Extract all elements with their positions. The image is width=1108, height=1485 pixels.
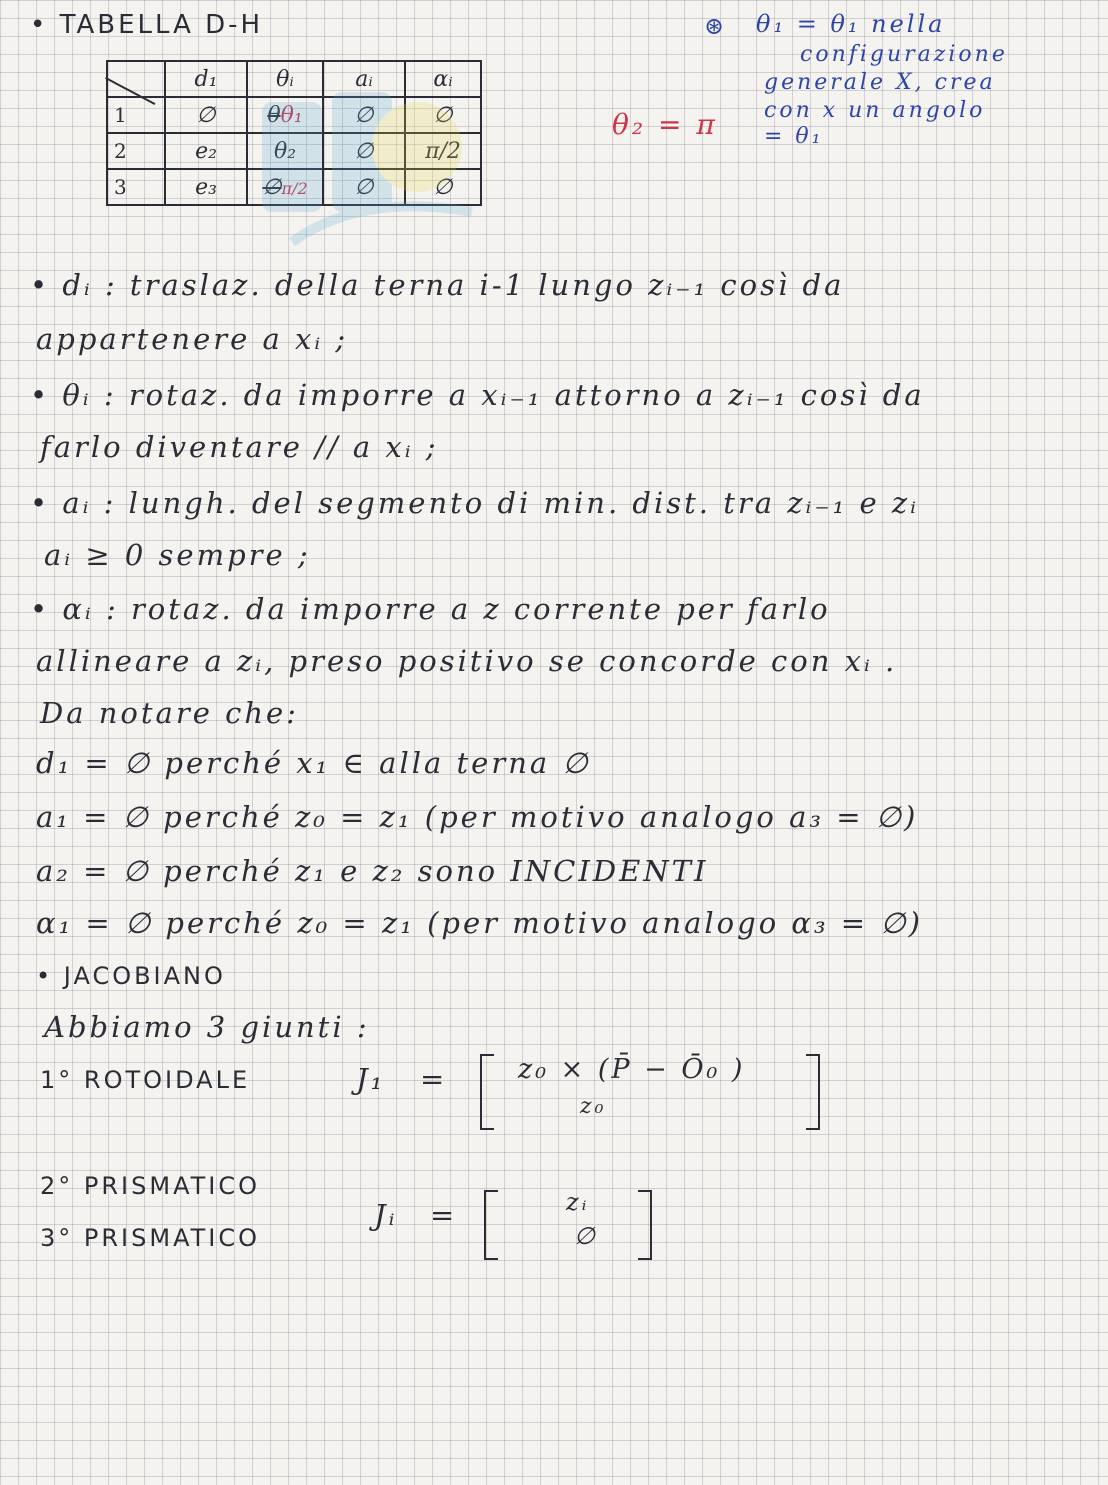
note-line: d₁ = ∅ perché x₁ ∈ alla terna ∅ [36, 746, 591, 780]
joint23-top-entry: zᵢ [566, 1188, 590, 1216]
red-correction: π/2 [281, 178, 308, 198]
jacobian-heading: • JACOBIANO [36, 962, 226, 990]
definition-d-line2: appartenere a xᵢ ; [36, 322, 349, 356]
cell-d: e₃ [165, 169, 247, 205]
cell-alpha: ∅ [405, 97, 481, 133]
definition-d-line1: • dᵢ : traslaz. della terna i-1 lungo zᵢ₋₁ così da [30, 268, 845, 302]
cell-d: ∅ [165, 97, 247, 133]
cell-theta [247, 169, 323, 205]
joint1-label: 1° ROTOIDALE [40, 1066, 251, 1094]
definition-theta-line2: farlo diventare // a xᵢ ; [40, 430, 439, 464]
blue-note-line: θ₁ = θ₁ nella [756, 10, 946, 38]
table-row [107, 133, 481, 169]
cell-a: ∅ [323, 169, 405, 205]
joint23-lhs: Jᵢ [374, 1198, 398, 1232]
cell-theta [247, 133, 323, 169]
row-index: 2 [107, 133, 165, 169]
jacobian-intro: Abbiamo 3 giunti : [44, 1010, 370, 1044]
table-row [107, 97, 481, 133]
table-header-theta: θᵢ [247, 61, 323, 97]
table-header-d: d₁ [165, 61, 247, 97]
table-header-a: aᵢ [323, 61, 405, 97]
cell-d: e₂ [165, 133, 247, 169]
red-note: θ₂ = π [612, 108, 718, 141]
blue-note-line: configurazione [800, 42, 1008, 67]
star-icon: ⊛ [704, 12, 728, 40]
table-corner-cell [107, 61, 165, 97]
joint1-top-entry: z₀ × (P̄ − Ō₀ ) [518, 1054, 746, 1085]
red-correction: θ₁ [280, 102, 303, 128]
joint23-bottom-entry: ∅ [574, 1222, 598, 1250]
table-header-row [107, 61, 481, 97]
blue-note-line: = θ₁ [764, 124, 824, 149]
matrix-right-bracket [806, 1054, 820, 1130]
cell-a: ∅ [323, 97, 405, 133]
matrix-right-bracket [638, 1190, 652, 1260]
dh-table [106, 60, 482, 206]
joint23-equals: = [430, 1198, 458, 1232]
struck-value: θ [267, 102, 281, 128]
notes-intro: Da notare che: [40, 696, 299, 730]
page-title: • TABELLA D-H [30, 10, 264, 40]
joint1-lhs: J₁ [356, 1062, 386, 1096]
joint1-bottom-entry: z₀ [580, 1094, 607, 1119]
cell-theta [247, 97, 323, 133]
blue-note-line: con x un angolo [764, 98, 986, 123]
definition-alpha-line1: • αᵢ : rotaz. da imporre a z corrente per farlo [30, 592, 831, 626]
blue-note-line: generale X, crea [764, 70, 996, 95]
row-index: 1 [107, 97, 165, 133]
matrix-left-bracket [484, 1190, 498, 1260]
note-line: α₁ = ∅ perché z₀ = z₁ (per motivo analogo α₃ = ∅) [36, 906, 923, 940]
definition-a-line2: aᵢ ≥ 0 sempre ; [44, 538, 311, 572]
cell-alpha: π/2 [405, 133, 481, 169]
joint2-label: 2° PRISMATICO [40, 1172, 261, 1200]
definition-a-line1: • aᵢ : lungh. del segmento di min. dist. tra zᵢ₋₁ e zᵢ [30, 486, 919, 520]
row-index: 3 [107, 169, 165, 205]
struck-value: ∅ [262, 174, 282, 200]
definition-theta-line1: • θᵢ : rotaz. da imporre a xᵢ₋₁ attorno a zᵢ₋₁ così da [30, 378, 925, 412]
note-line: a₂ = ∅ perché z₁ e z₂ sono INCIDENTI [36, 854, 709, 888]
theta-value: θ₂ [273, 138, 297, 164]
cell-alpha: ∅ [405, 169, 481, 205]
table-row [107, 169, 481, 205]
note-line: a₁ = ∅ perché z₀ = z₁ (per motivo analogo a₃ = ∅) [36, 800, 919, 834]
joint1-equals: = [420, 1062, 448, 1096]
cell-a: ∅ [323, 133, 405, 169]
matrix-left-bracket [480, 1054, 494, 1130]
table-header-alpha: αᵢ [405, 61, 481, 97]
joint3-label: 3° PRISMATICO [40, 1224, 261, 1252]
definition-alpha-line2: allineare a zᵢ, preso positivo se concorde con xᵢ . [36, 644, 898, 678]
